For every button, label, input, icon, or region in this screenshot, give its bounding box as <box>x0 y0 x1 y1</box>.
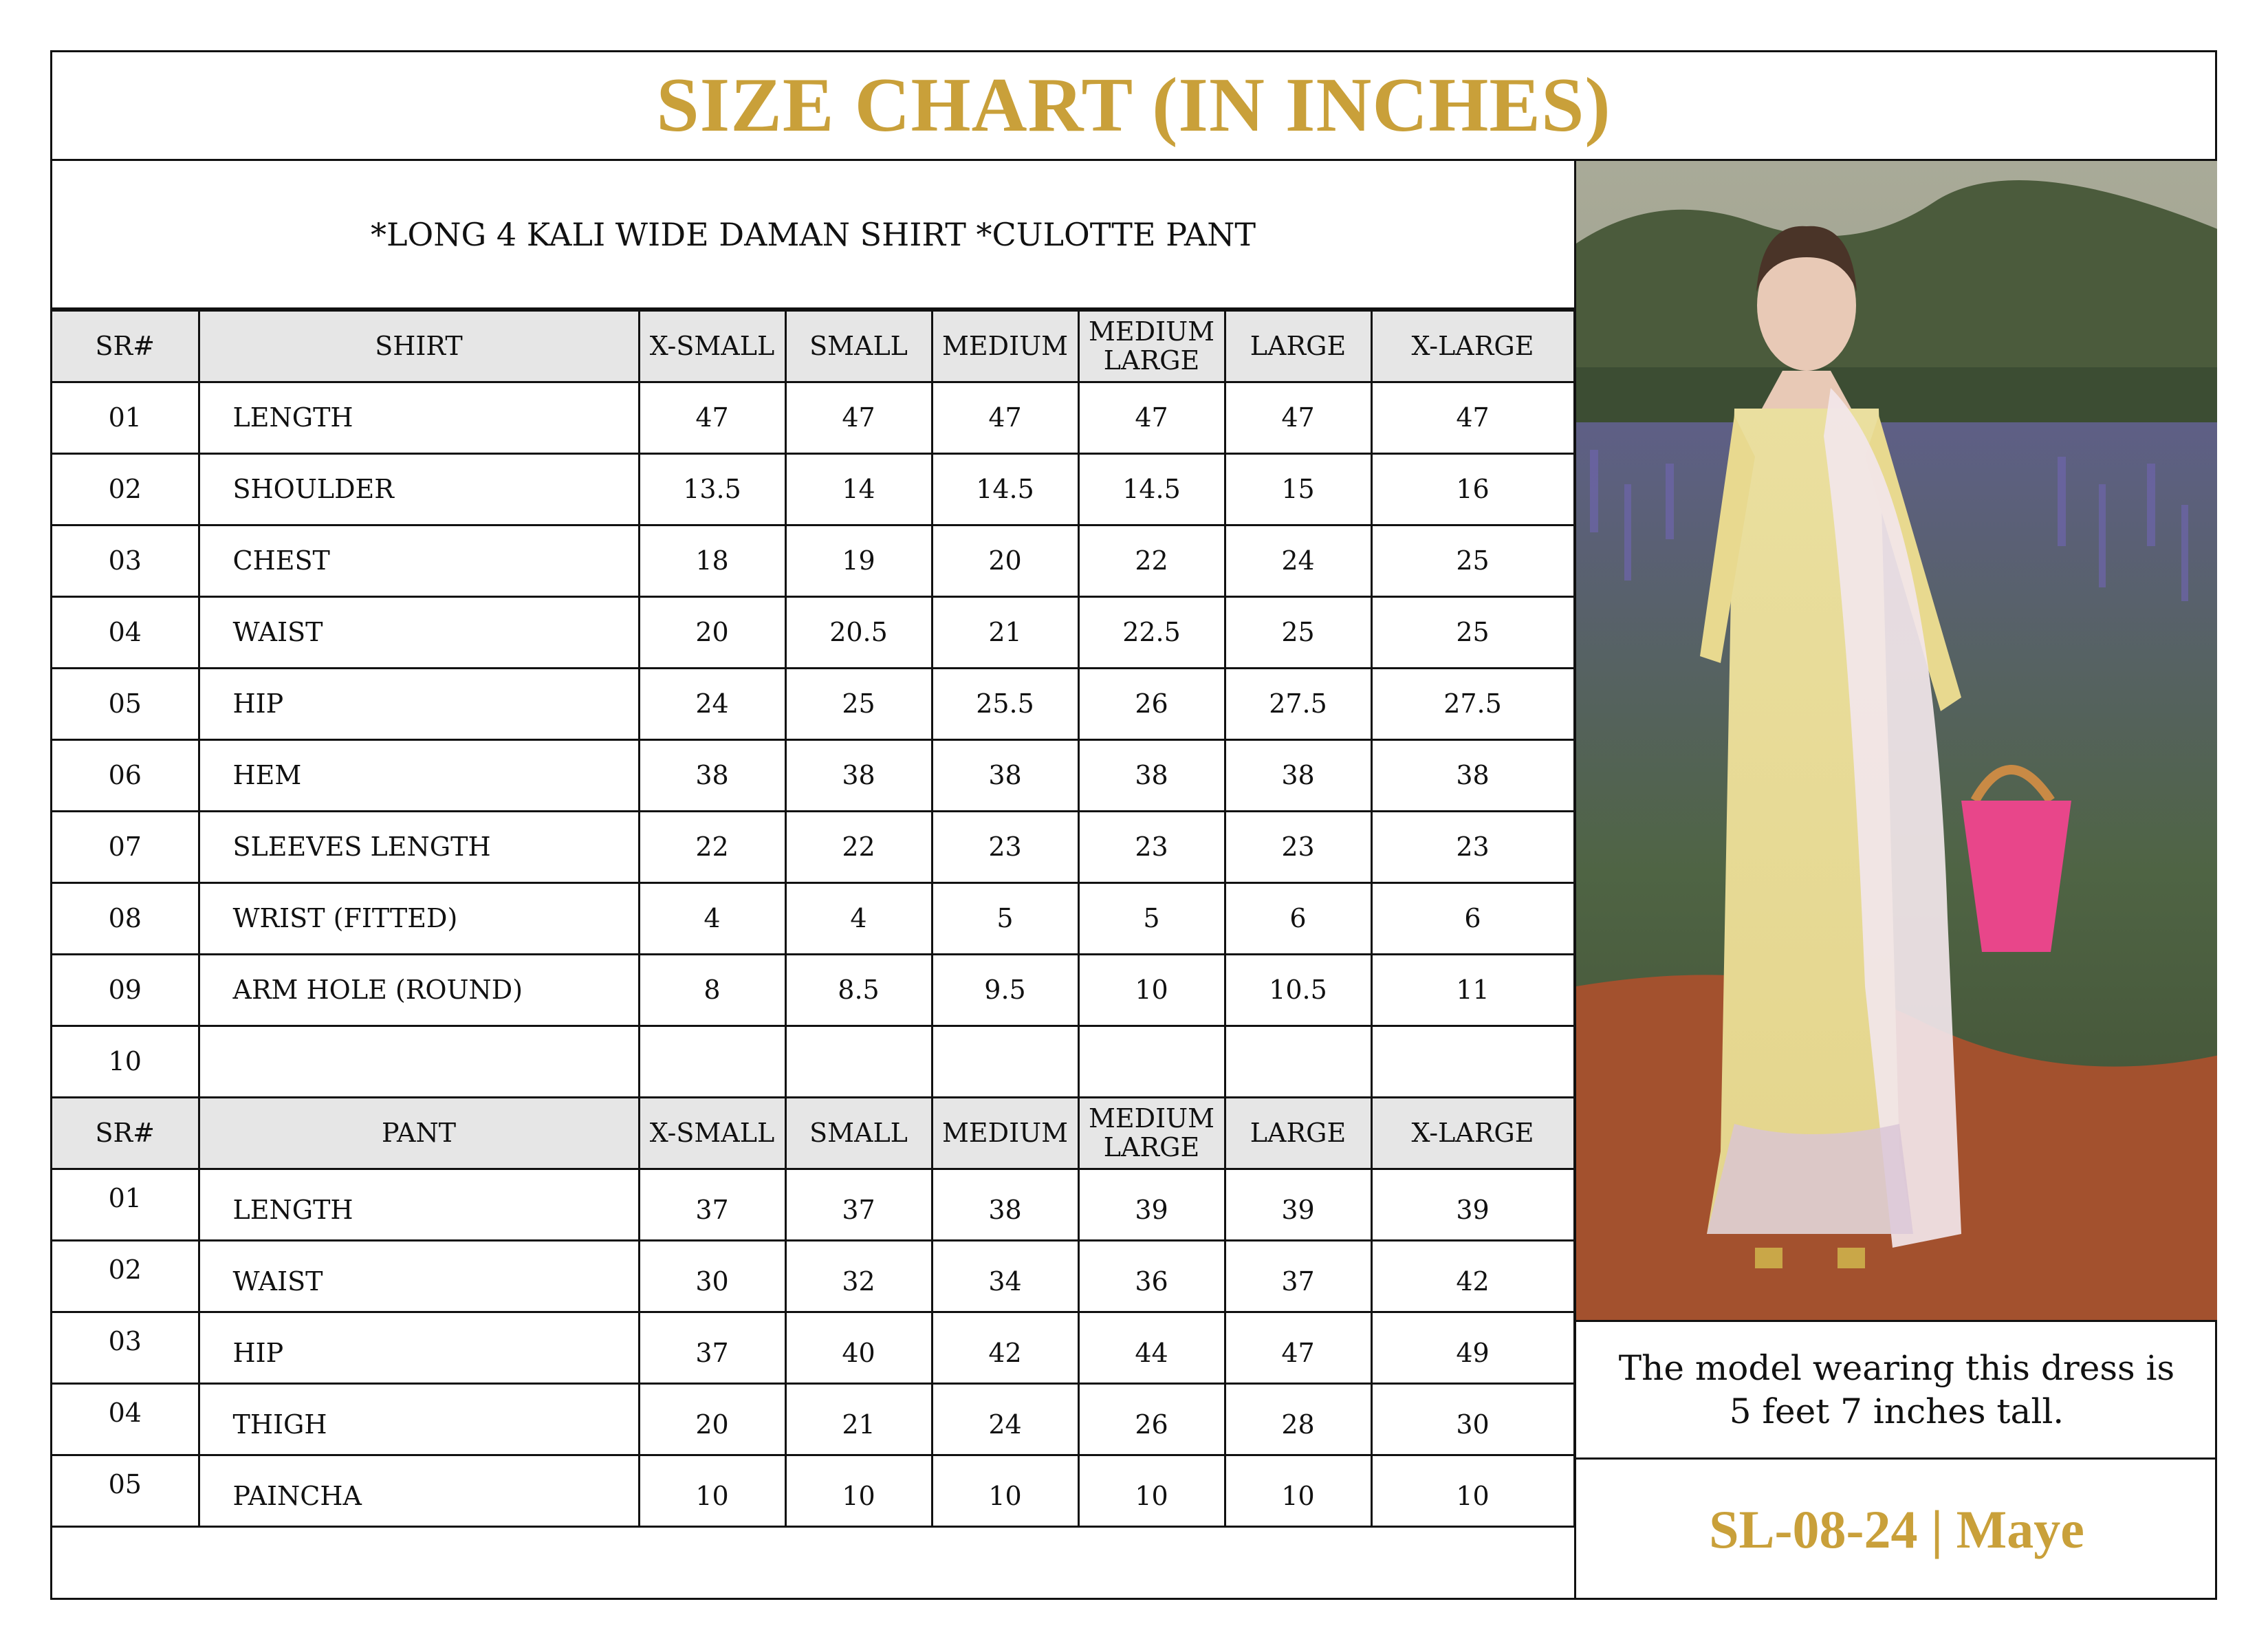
measurement-name: LENGTH <box>199 382 639 454</box>
size-value: 25 <box>1371 597 1574 669</box>
column-header: PANT <box>199 1098 639 1169</box>
size-value: 25.5 <box>932 669 1078 740</box>
size-value: 5 <box>1078 883 1225 955</box>
measurement-name: WAIST <box>199 597 639 669</box>
size-value: 6 <box>1225 883 1371 955</box>
size-value: 24 <box>1225 525 1371 597</box>
size-value: 10 <box>785 1455 932 1527</box>
table-row <box>52 669 1574 740</box>
size-value: 39 <box>1225 1169 1371 1241</box>
pant-header-row <box>52 1098 1574 1169</box>
column-header: X-LARGE <box>1371 1098 1574 1169</box>
size-value: 36 <box>1078 1241 1225 1312</box>
size-value: 23 <box>932 812 1078 883</box>
size-value: 26 <box>1078 1384 1225 1455</box>
column-header: MEDIUM LARGE <box>1078 311 1225 382</box>
model-panel <box>1574 161 2217 1600</box>
measurement-name: HEM <box>199 740 639 812</box>
size-value: 24 <box>639 669 785 740</box>
table-row <box>52 1026 1574 1098</box>
size-value: 27.5 <box>1371 669 1574 740</box>
size-value: 5 <box>932 883 1078 955</box>
table-row <box>52 454 1574 525</box>
column-header: MEDIUM <box>932 1098 1078 1169</box>
size-value: 47 <box>1225 1312 1371 1384</box>
measurement-name: SLEEVES LENGTH <box>199 812 639 883</box>
column-header: SHIRT <box>199 311 639 382</box>
row-number: 01 <box>52 382 199 454</box>
row-number: 05 <box>52 669 199 740</box>
measurement-name: SHOULDER <box>199 454 639 525</box>
measurement-name: WAIST <box>199 1241 639 1312</box>
size-value: 10 <box>1371 1455 1574 1527</box>
size-value: 24 <box>932 1384 1078 1455</box>
row-number: 09 <box>52 955 199 1026</box>
measurement-name: LENGTH <box>199 1169 639 1241</box>
size-value: 8.5 <box>785 955 932 1026</box>
row-number: 06 <box>52 740 199 812</box>
size-value: 28 <box>1225 1384 1371 1455</box>
size-value: 47 <box>639 382 785 454</box>
size-value: 10 <box>1078 955 1225 1026</box>
size-value: 49 <box>1371 1312 1574 1384</box>
size-value: 6 <box>1371 883 1574 955</box>
size-value: 37 <box>1225 1241 1371 1312</box>
measurement-name: WRIST (FITTED) <box>199 883 639 955</box>
size-value: 42 <box>1371 1241 1574 1312</box>
row-number: 10 <box>52 1026 199 1098</box>
size-value: 10 <box>932 1455 1078 1527</box>
measurement-name: ARM HOLE (ROUND) <box>199 955 639 1026</box>
column-header: MEDIUM LARGE <box>1078 1098 1225 1169</box>
measurement-name: HIP <box>199 669 639 740</box>
size-value: 38 <box>1371 740 1574 812</box>
size-value: 4 <box>785 883 932 955</box>
model-height-note <box>1576 1322 2217 1460</box>
size-value <box>639 1026 785 1098</box>
column-header: LARGE <box>1225 1098 1371 1169</box>
column-header: X-LARGE <box>1371 311 1574 382</box>
garment-description: *LONG 4 KALI WIDE DAMAN SHIRT *CULOTTE PANT <box>370 215 1256 253</box>
column-header: X-SMALL <box>639 311 785 382</box>
size-value: 10 <box>1225 1455 1371 1527</box>
size-value: 40 <box>785 1312 932 1384</box>
size-value: 14.5 <box>1078 454 1225 525</box>
shirt-header-row <box>52 311 1574 382</box>
model-note-line-1: The model wearing this dress is <box>1618 1348 2175 1388</box>
size-value: 14 <box>785 454 932 525</box>
size-value: 23 <box>1225 812 1371 883</box>
size-value: 8 <box>639 955 785 1026</box>
product-code: SL-08-24 | Maye <box>1709 1499 2084 1559</box>
column-header: X-SMALL <box>639 1098 785 1169</box>
column-header: SMALL <box>785 311 932 382</box>
page-title: SIZE CHART (IN INCHES) <box>656 63 1611 148</box>
row-number: 02 <box>52 1241 199 1312</box>
size-value: 10 <box>1078 1455 1225 1527</box>
row-number: 04 <box>52 1384 199 1455</box>
size-value: 30 <box>1371 1384 1574 1455</box>
size-value: 38 <box>1225 740 1371 812</box>
size-value: 20.5 <box>785 597 932 669</box>
size-value: 47 <box>932 382 1078 454</box>
size-value: 22.5 <box>1078 597 1225 669</box>
size-value: 39 <box>1371 1169 1574 1241</box>
table-row <box>52 597 1574 669</box>
size-value: 11 <box>1371 955 1574 1026</box>
table-row <box>52 1169 1574 1241</box>
row-number: 01 <box>52 1169 199 1241</box>
size-value: 47 <box>1371 382 1574 454</box>
measurement-name: CHEST <box>199 525 639 597</box>
model-photo <box>1576 161 2217 1322</box>
size-value: 27.5 <box>1225 669 1371 740</box>
size-value: 20 <box>932 525 1078 597</box>
table-row <box>52 740 1574 812</box>
size-value: 38 <box>932 740 1078 812</box>
size-value <box>1371 1026 1574 1098</box>
size-value: 37 <box>639 1312 785 1384</box>
table-row <box>52 883 1574 955</box>
size-value: 20 <box>639 1384 785 1455</box>
model-photo-illustration <box>1576 161 2217 1322</box>
size-value <box>785 1026 932 1098</box>
table-row <box>52 1312 1574 1384</box>
table-row <box>52 812 1574 883</box>
table-row <box>52 1241 1574 1312</box>
row-number: 03 <box>52 525 199 597</box>
table-row <box>52 1384 1574 1455</box>
row-number: 08 <box>52 883 199 955</box>
size-value: 15 <box>1225 454 1371 525</box>
table-row <box>52 525 1574 597</box>
size-tables-panel <box>52 161 1574 1600</box>
column-header: MEDIUM <box>932 311 1078 382</box>
size-value: 10 <box>639 1455 785 1527</box>
size-value: 39 <box>1078 1169 1225 1241</box>
size-value: 30 <box>639 1241 785 1312</box>
row-number: 02 <box>52 454 199 525</box>
size-table <box>52 310 1575 1528</box>
column-header: SR# <box>52 311 199 382</box>
measurement-name: THIGH <box>199 1384 639 1455</box>
size-value: 44 <box>1078 1312 1225 1384</box>
size-value: 23 <box>1078 812 1225 883</box>
size-value: 20 <box>639 597 785 669</box>
size-value: 32 <box>785 1241 932 1312</box>
size-value: 38 <box>932 1169 1078 1241</box>
size-value: 38 <box>785 740 932 812</box>
size-value: 25 <box>1371 525 1574 597</box>
row-number: 04 <box>52 597 199 669</box>
size-value <box>932 1026 1078 1098</box>
size-value: 34 <box>932 1241 1078 1312</box>
product-code-row <box>1576 1460 2217 1600</box>
size-value: 37 <box>639 1169 785 1241</box>
size-value: 10.5 <box>1225 955 1371 1026</box>
row-number: 03 <box>52 1312 199 1384</box>
size-value: 22 <box>1078 525 1225 597</box>
size-value: 18 <box>639 525 785 597</box>
size-value: 14.5 <box>932 454 1078 525</box>
title-row <box>52 52 2215 161</box>
size-value: 26 <box>1078 669 1225 740</box>
column-header: SMALL <box>785 1098 932 1169</box>
measurement-name: HIP <box>199 1312 639 1384</box>
model-note-line-2: 5 feet 7 inches tall. <box>1729 1391 2064 1431</box>
size-value: 38 <box>1078 740 1225 812</box>
size-value: 9.5 <box>932 955 1078 1026</box>
table-row <box>52 382 1574 454</box>
size-value: 25 <box>1225 597 1371 669</box>
size-value: 47 <box>1078 382 1225 454</box>
size-value: 16 <box>1371 454 1574 525</box>
size-value: 38 <box>639 740 785 812</box>
row-number: 07 <box>52 812 199 883</box>
size-value: 23 <box>1371 812 1574 883</box>
size-value <box>1225 1026 1371 1098</box>
size-chart-frame <box>50 50 2217 1600</box>
measurement-name: PAINCHA <box>199 1455 639 1527</box>
row-number: 05 <box>52 1455 199 1527</box>
size-value: 19 <box>785 525 932 597</box>
size-value: 13.5 <box>639 454 785 525</box>
size-value: 21 <box>785 1384 932 1455</box>
size-value: 42 <box>932 1312 1078 1384</box>
subtitle-row <box>52 161 1574 310</box>
measurement-name <box>199 1026 639 1098</box>
size-value: 47 <box>785 382 932 454</box>
table-row <box>52 955 1574 1026</box>
table-row <box>52 1455 1574 1527</box>
size-value: 21 <box>932 597 1078 669</box>
size-value: 47 <box>1225 382 1371 454</box>
size-value: 37 <box>785 1169 932 1241</box>
size-value: 22 <box>639 812 785 883</box>
column-header: SR# <box>52 1098 199 1169</box>
column-header: LARGE <box>1225 311 1371 382</box>
size-value: 25 <box>785 669 932 740</box>
size-value: 4 <box>639 883 785 955</box>
size-value: 22 <box>785 812 932 883</box>
size-value <box>1078 1026 1225 1098</box>
